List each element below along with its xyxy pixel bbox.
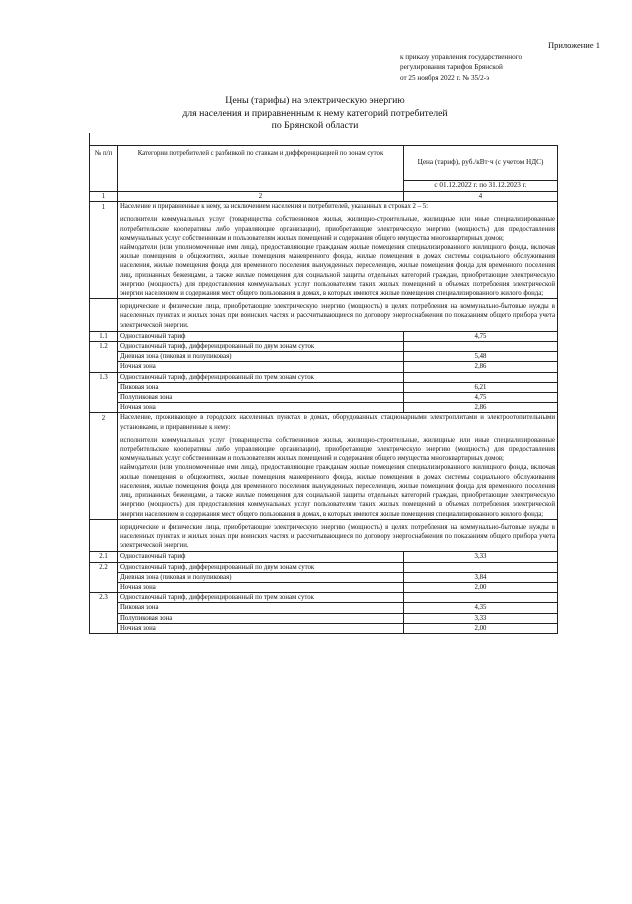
- tariff-value: [404, 593, 558, 603]
- title-line: для населения и приравненным к нему категорий потребителей: [182, 107, 448, 119]
- section-row: [90, 413, 558, 519]
- tariff-label: Одноставочный тариф: [118, 331, 404, 341]
- section-paragraph: Население, проживающее в городских населенных пунктах в домах, оборудованных стационарными электроплитами и электроотопительными установками, и приравненные к нему:: [120, 414, 555, 431]
- zone-label: Дневная зона (пиковая и полупиковая): [118, 572, 404, 582]
- section-paragraph: Население и приравненные к нему, за исключением населения и потребителей, указанных в строках 2 – 5:: [120, 203, 429, 211]
- section-extra-text: [118, 299, 558, 332]
- zone-label: Ночная зона: [118, 582, 404, 592]
- zone-label: Полупиковая зона: [118, 613, 404, 623]
- column-number: 2: [118, 192, 404, 202]
- zone-label: Ночная зона: [118, 362, 404, 372]
- zone-value: 2,86: [404, 403, 558, 413]
- tariff-label: Одноставочный тариф, дифференцированный по двум зонам суток: [118, 342, 404, 352]
- zone-row: [90, 362, 558, 372]
- title-line: Цены (тарифы) на электрическую энергию: [225, 95, 405, 106]
- tariff-row: [90, 342, 558, 352]
- header-price: Цена (тариф), руб./кВт·ч (с учетом НДС): [404, 146, 558, 181]
- zone-value: 2,00: [404, 582, 558, 592]
- zone-value: 2,86: [404, 362, 558, 372]
- section-extra-paragraph: юридические и физические лица, приобретающие электрическую энергию (мощность) в целях потребления на коммунально-бытовые нужды в населенных пунктах и жилых зонах при воинских частях и рассчитывающиеся по договору энергоснабжения по показаниям общего прибора учета электрической энергии.: [120, 303, 555, 329]
- zone-label: Пиковая зона: [118, 382, 404, 392]
- section-extra-num: [90, 299, 118, 332]
- header-category: Категории потребителей с разбивкой по ставкам и дифференциацией по зонам суток: [118, 146, 404, 192]
- section-extra-paragraph: юридические и физические лица, приобретающие электрическую энергию (мощность) в целях потребления на коммунально-бытовые нужды в населенных пунктах и жилых зонах при воинских частях и рассчитывающиеся по договору энергоснабжения по показаниям общего прибора учета электрической энергии.: [120, 523, 555, 550]
- section-extra-text: [118, 519, 558, 552]
- tariff-number: 2.2: [90, 562, 118, 593]
- zone-label: Пиковая зона: [118, 603, 404, 613]
- section-paragraph: исполнители коммунальных услуг (товарищества собственников жилья, жилищно-строительные, жилищные или иные специализированные потребительские кооперативы либо управляющие организации), приобретающие электрическую энергию (мощность) для предоставления коммунальных услуг собственникам и пользователям жилых помещений и содержания общего имущества многоквартирных домов;: [120, 436, 555, 463]
- section-number: 2: [90, 413, 118, 519]
- section-paragraph: наймодатели (или уполномоченные ими лица), предоставляющие гражданам жилые помещения специализированного жилищного фонда, включая жилые помещения в общежитиях, жилые помещения маневренного фонда, жилые помещения в домах системы социального обслуживания населения, жилые помещения фонда для временного поселения вынужденных переселенцев, жилые помещения фонда для временного поселения лиц, признанных беженцами, а также жилые помещения для социальной защиты отдельных категорий граждан, приобретающие электрическую энергию (мощность) для предоставления коммунальных услуг пользователям таких жилых помещений в объемах потребления электрической энергии населением и содержания мест общего пользования в домах, в которых имеются жилые помещения специализированного жилого фонда;: [120, 244, 555, 298]
- appendix-line: от 25 ноября 2022 г. № 35/2-э: [400, 73, 490, 82]
- zone-row: [90, 352, 558, 362]
- zone-value: 6,21: [404, 382, 558, 392]
- zone-row: [90, 572, 558, 582]
- table-edge-line: [89, 133, 90, 145]
- zone-row: [90, 613, 558, 623]
- header-period: с 01.12.2022 г. по 31.12.2023 г.: [404, 181, 558, 192]
- tariff-value: [404, 342, 558, 352]
- tariff-number: 1.1: [90, 331, 118, 341]
- header-num: № п/п: [90, 146, 118, 192]
- tariff-row: [90, 593, 558, 603]
- appendix-block: [400, 40, 600, 83]
- zone-row: [90, 582, 558, 592]
- zone-label: Ночная зона: [118, 403, 404, 413]
- zone-value: 5,48: [404, 352, 558, 362]
- tariff-row: [90, 562, 558, 572]
- appendix-line: регулирования тарифов Брянской: [400, 63, 503, 71]
- tariff-label: Одноставочный тариф, дифференцированный по двум зонам суток: [118, 562, 404, 572]
- section-extra-row: [90, 299, 558, 332]
- zone-label: Полупиковая зона: [118, 393, 404, 403]
- zone-value: 4,35: [404, 603, 558, 613]
- section-description: [118, 413, 558, 519]
- section-paragraph: наймодатели (или уполномоченные ими лица), предоставляющие гражданам жилые помещения специализированного жилищного фонда, включая жилые помещения в общежитиях, жилые помещения маневренного фонда, жилые помещения в домах системы социального обслуживания населения, жилые помещения фонда для временного поселения вынужденных переселенцев, жилые помещения фонда для временного поселения лиц, признанных беженцами, а также жилые помещения для социальной защиты отдельных категорий граждан, приобретающие электрическую энергию (мощность) для предоставления коммунальных услуг пользователям таких жилых помещений в объемах потребления электрической энергии населением и содержания мест общего пользования в домах, в которых имеются жилые помещения специализированного жилого фонда;: [120, 464, 555, 518]
- tariff-value: 4,75: [404, 331, 558, 341]
- section-paragraph: исполнители коммунальных услуг (товарищества собственников жилья, жилищно-строительные, жилищные или иные специализированные потребительские кооперативы либо управляющие организации), приобретающие электрическую энергию (мощность) для предоставления коммунальных услуг собственникам и пользователям жилых помещений и содержания общего имущества многоквартирных домов;: [120, 216, 555, 242]
- section-extra-row: [90, 519, 558, 552]
- section-extra-num: [90, 519, 118, 552]
- document-title: [120, 95, 510, 133]
- section-row: [90, 202, 558, 299]
- tariff-number: 2.1: [90, 552, 118, 562]
- zone-row: [90, 603, 558, 613]
- tariff-number: 2.3: [90, 593, 118, 634]
- tariff-label: Одноставочный тариф: [118, 552, 404, 562]
- appendix-line: к приказу управления государственного: [400, 52, 523, 61]
- tariff-label: Одноставочный тариф, дифференцированный по трем зонам суток: [118, 372, 404, 382]
- tariff-value: 3,33: [404, 552, 558, 562]
- zone-value: 2,00: [404, 623, 558, 633]
- zone-row: [90, 623, 558, 633]
- column-number: 4: [404, 192, 558, 202]
- title-line: по Брянской области: [271, 120, 359, 131]
- zone-value: 3,33: [404, 613, 558, 623]
- zone-label: Ночная зона: [118, 623, 404, 633]
- tariff-row: [90, 331, 558, 341]
- tariff-table: [89, 145, 558, 634]
- tariff-label: Одноставочный тариф, дифференцированный по трем зонам суток: [118, 593, 404, 603]
- column-number: 1: [90, 192, 118, 202]
- tariff-number: 1.2: [90, 342, 118, 373]
- tariff-value: [404, 562, 558, 572]
- zone-value: 4,75: [404, 393, 558, 403]
- section-description: [118, 202, 558, 299]
- header-row: [90, 146, 558, 181]
- tariff-row: [90, 372, 558, 382]
- zone-row: [90, 403, 558, 413]
- tariff-row: [90, 552, 558, 562]
- appendix-title: Приложение 1: [548, 40, 600, 50]
- zone-row: [90, 382, 558, 392]
- tariff-table-body: [90, 146, 558, 634]
- zone-value: 3,84: [404, 572, 558, 582]
- column-number-row: [90, 192, 558, 202]
- tariff-value: [404, 372, 558, 382]
- zone-label: Дневная зона (пиковая и полупиковая): [118, 352, 404, 362]
- zone-row: [90, 393, 558, 403]
- section-number: 1: [90, 202, 118, 299]
- tariff-number: 1.3: [90, 372, 118, 413]
